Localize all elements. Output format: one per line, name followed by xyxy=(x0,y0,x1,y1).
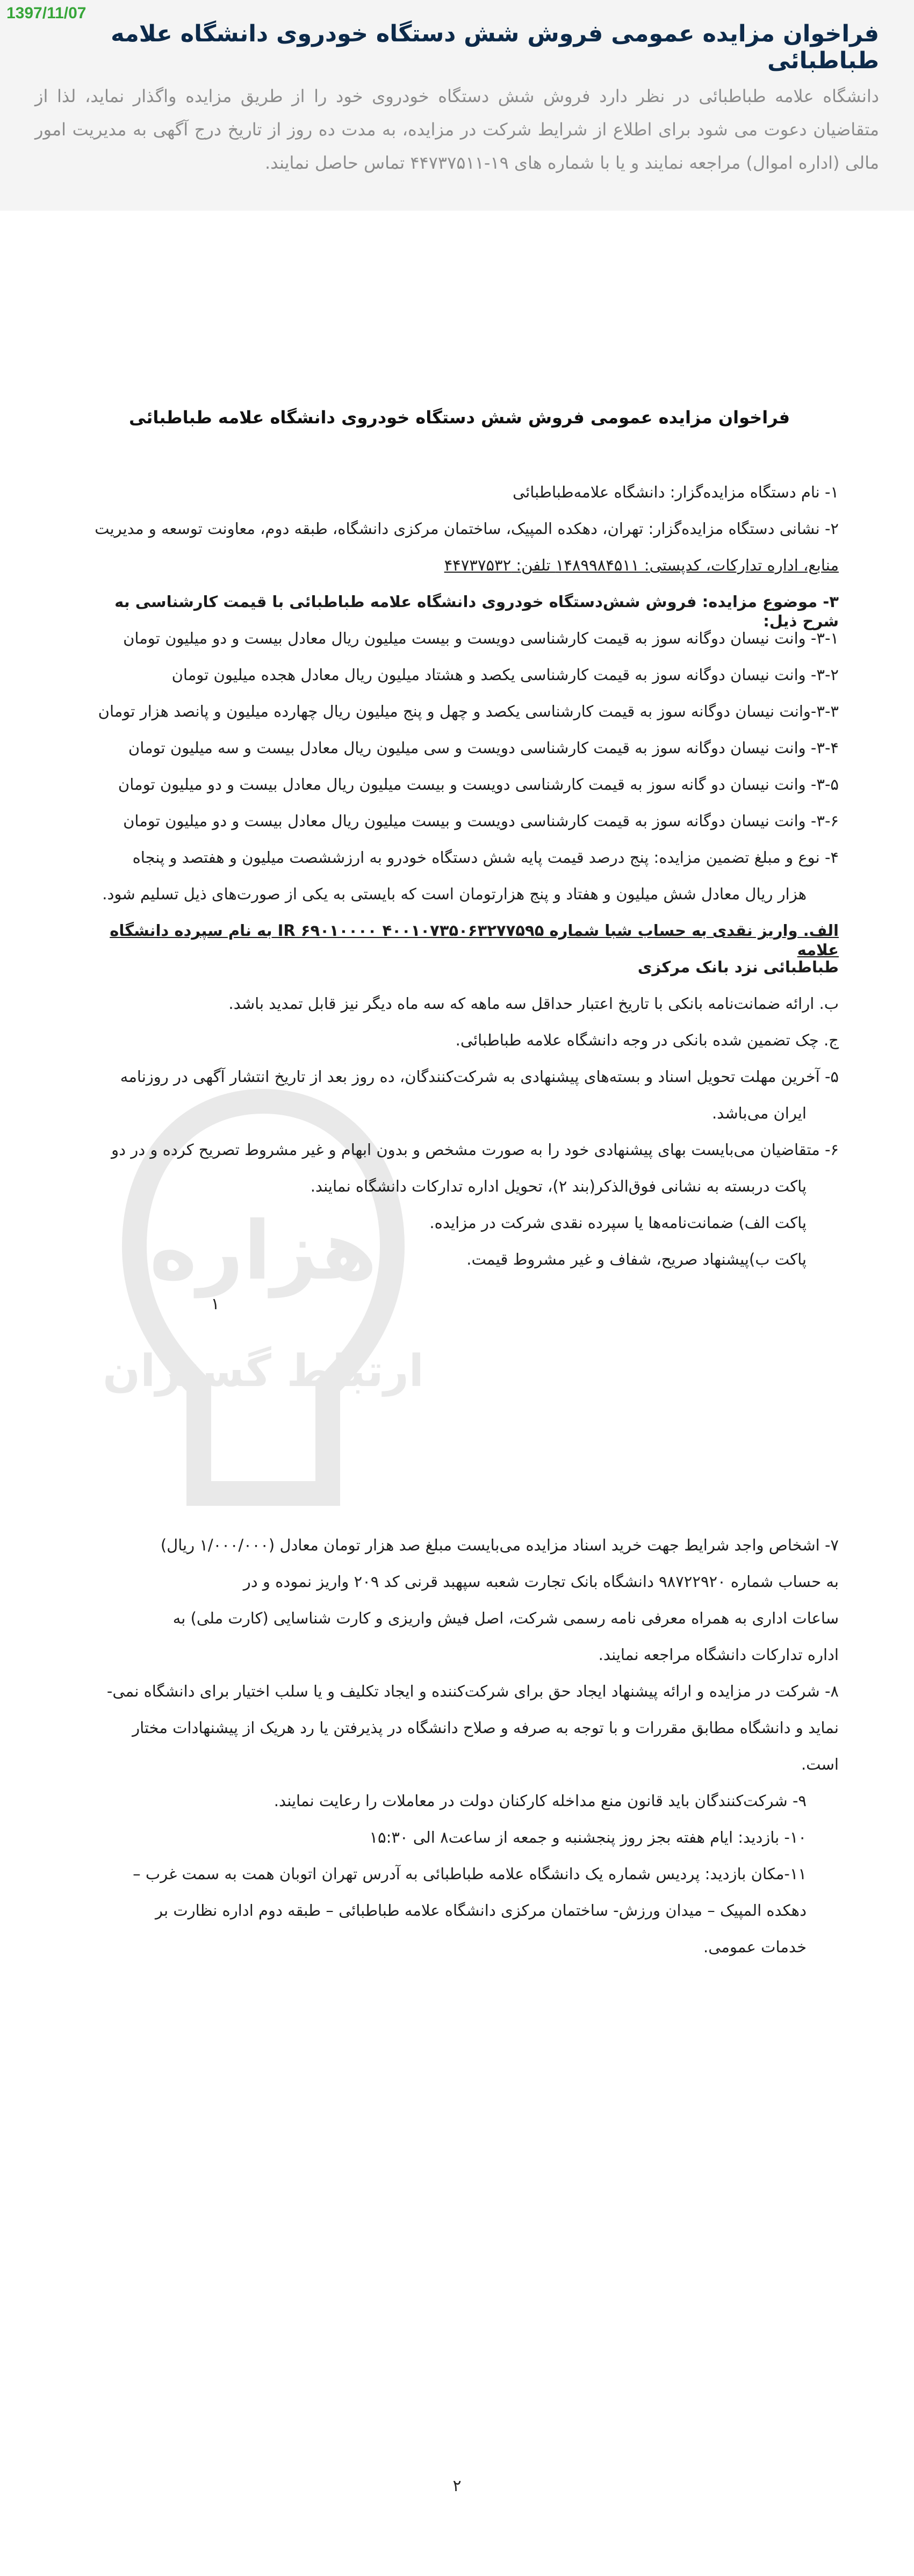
item-4-cont: هزار ریال معادل شش میلیون و هفتاد و پنج هزارتومان است که بایستی به یکی از صورت‌های ذیل تسلیم شود. xyxy=(102,885,807,903)
item-10: ۱۰- بازدید: ایام هفته بجز روز پنجشنبه و جمعه از ساعت۸ الی ۱۵:۳۰ xyxy=(369,1828,807,1846)
item-5: ۵- آخرین مهلت تحویل اسناد و بسته‌های پیشنهادی به شرکت‌کنندگان، ده روز بعد از تاریخ انتشار آگهی در روزنامه xyxy=(120,1067,839,1086)
item-3-2: ۳-۲- وانت نیسان دوگانه سوز به قیمت کارشناسی یکصد و هشتاد میلیون ریال معادل هجده میلیون تومان xyxy=(171,666,839,684)
item-4: ۴- نوع و مبلغ تضمین مزایده: پنج درصد قیمت پایه شش دستگاه خودرو به ارزششصت میلیون و هفتصد و پنجاه xyxy=(132,848,839,867)
watermark-main-text: هزاره xyxy=(149,1204,377,1298)
item-3-1: ۳-۱- وانت نیسان دوگانه سوز به قیمت کارشناسی دویست و بیست میلیون ریال معادل بیست و دو میلیون تومان xyxy=(123,629,839,647)
item-7-cont: به حساب شماره ۹۸۷۲۲۹۲۰ دانشگاه بانک تجارت شعبه سپهبد قرنی کد ۲۰۹ واریز نموده و در xyxy=(243,1572,839,1591)
item-2: ۲- نشانی دستگاه مزایده‌گزار: تهران، دهکده المپیک، ساختمان مرکزی دانشگاه، طبقه دوم، معاونت توسعه و مدیریت xyxy=(95,519,839,538)
item-3: ۳- موضوع مزایده: فروش شش‌دستگاه خودروی دانشگاه علامه طباطبائی با قیمت کارشناسی به شرح ذیل: xyxy=(114,593,839,630)
item-1: ۱- نام دستگاه مزایده‌گزار: دانشگاه علامه‌طباطبائی xyxy=(513,483,839,501)
item-7-cont2: ساعات اداری به همراه معرفی نامه رسمی شرکت، اصل فیش واریزی و کارت شناسایی (کارت ملی) به xyxy=(172,1609,839,1627)
header-banner xyxy=(0,0,914,211)
item-6-cont: پاکت دربسته به نشانی فوق‌الذکر(بند ۲)، تحویل اداره تدارکات دانشگاه نمایند. xyxy=(310,1177,807,1195)
item-7-cont3: اداره تدارکات دانشگاه مراجعه نمایند. xyxy=(598,1646,839,1664)
item-2-cont: منابع، اداره تدارکات، کدپستی: ۱۴۸۹۹۸۴۵۱۱ تلفن: ۴۴۷۳۷۵۳۲ xyxy=(444,556,839,574)
item-3-4: ۳-۴- وانت نیسان دوگانه سوز به قیمت کارشناسی دویست و سی میلیون ریال معادل بیست و سه میلیون تومان xyxy=(128,739,839,757)
packet-a: پاکت الف) ضمانت‌نامه‌ها یا سپرده نقدی شرکت در مزایده. xyxy=(429,1214,807,1232)
item-7: ۷- اشخاص واجد شرایط جهت خرید اسناد مزایده می‌بایست مبلغ صد هزار تومان معادل (۱/۰۰۰/۰۰۰ ریال) xyxy=(160,1536,839,1554)
item-6: ۶- متقاضیان می‌بایست بهای پیشنهادی خود را به صورت مشخص و بدون ابهام و غیر مشروط تصریح کرده و در دو xyxy=(111,1141,839,1159)
item-5-cont: ایران می‌باشد. xyxy=(711,1104,807,1122)
item-3-6: ۳-۶- وانت نیسان دوگانه سوز به قیمت کارشناسی دویست و بیست میلیون ریال معادل بیست و دو میلیون تومان xyxy=(123,812,839,830)
page-number-2: ۲ xyxy=(452,2477,462,2495)
summary-text: دانشگاه علامه طباطبائی در نظر دارد فروش شش دستگاه خودروی خود را از طریق مزایده واگذار نماید، لذا از متقاضیان دعوت می شود برای اطلاع از شرایط شرکت در مزایده، به مدت ده روز از تاریخ درج آگهی به مدیریت امور مالی (اداره اموال) مراجعه نمایند و یا با شماره های ۱۹-۴۴۷۳۷۵۱۱ تماس حاصل نمایند. xyxy=(35,86,879,173)
item-11: ۱۱-مکان بازدید: پردیس شماره یک دانشگاه علامه طباطبائی به آدرس تهران اتوبان همت به سمت غرب – xyxy=(133,1865,807,1883)
item-8: ۸- شرکت در مزایده و ارائه پیشنهاد ایجاد حق برای شرکت‌کننده و ایجاد تکلیف و یا سلب اختیار برای دانشگاه نمی- xyxy=(106,1682,839,1700)
item-3-3: ۳-۳-وانت نیسان دوگانه سوز به قیمت کارشناسی یکصد و چهل و پنج میلیون ریال چهارده میلیون و پانصد هزار تومان xyxy=(98,702,839,720)
page-title: فراخوان مزایده عمومی فروش شش دستگاه خودروی دانشگاه علامه طباطبائی xyxy=(111,20,879,74)
item-8-cont: نماید و دانشگاه مطابق مقررات و با توجه به صرفه و صلاح دانشگاه در پذیرفتن یا رد هریک از پیشنهادات مختار xyxy=(132,1719,839,1737)
page-number-1: ۱ xyxy=(211,1295,220,1314)
option-a-cont: طباطبائی نزد بانک مرکزی xyxy=(637,958,839,976)
document-title: فراخوان مزایده عمومی فروش شش دستگاه خودروی دانشگاه علامه طباطبائی xyxy=(128,407,790,428)
option-a: الف. واریز نقدی به حساب شبا شماره IR ۶۹۰۱۰۰۰۰ ۴۰۰۱۰۷۳۵۰۶۳۲۷۷۵۹۵ به نام سپرده دانشگاه علامه xyxy=(110,921,839,959)
publish-date: 1397/11/07 xyxy=(6,4,87,22)
option-c: ج. چک تضمین شده بانکی در وجه دانشگاه علامه طباطبائی. xyxy=(455,1031,839,1049)
item-9: ۹- شرکت‌کنندگان باید قانون منع مداخله کارکنان دولت در معاملات را رعایت نمایند. xyxy=(274,1792,807,1810)
packet-b: پاکت ب)پیشنهاد صریح، شفاف و غیر مشروط قیمت. xyxy=(466,1250,807,1268)
item-8-cont2: است. xyxy=(801,1755,839,1773)
item-11-cont: دهکده المپیک – میدان ورزش- ساختمان مرکزی دانشگاه علامه طباطبائی – طبقه دوم اداره نظارت بر xyxy=(155,1901,807,1920)
item-3-5: ۳-۵- وانت نیسان دو گانه سوز به قیمت کارشناسی دویست و بیست میلیون ریال معادل بیست و دو میلیون تومان xyxy=(118,775,839,793)
option-b: ب. ارائه ضمانت‌نامه بانکی با تاریخ اعتبار حداقل سه ماهه که سه ماه دیگر نیز قابل تمدید باشد. xyxy=(228,994,839,1013)
item-11-cont2: خدمات عمومی. xyxy=(703,1938,807,1956)
watermark-sub-text: ارتباط گستران xyxy=(103,1346,424,1397)
